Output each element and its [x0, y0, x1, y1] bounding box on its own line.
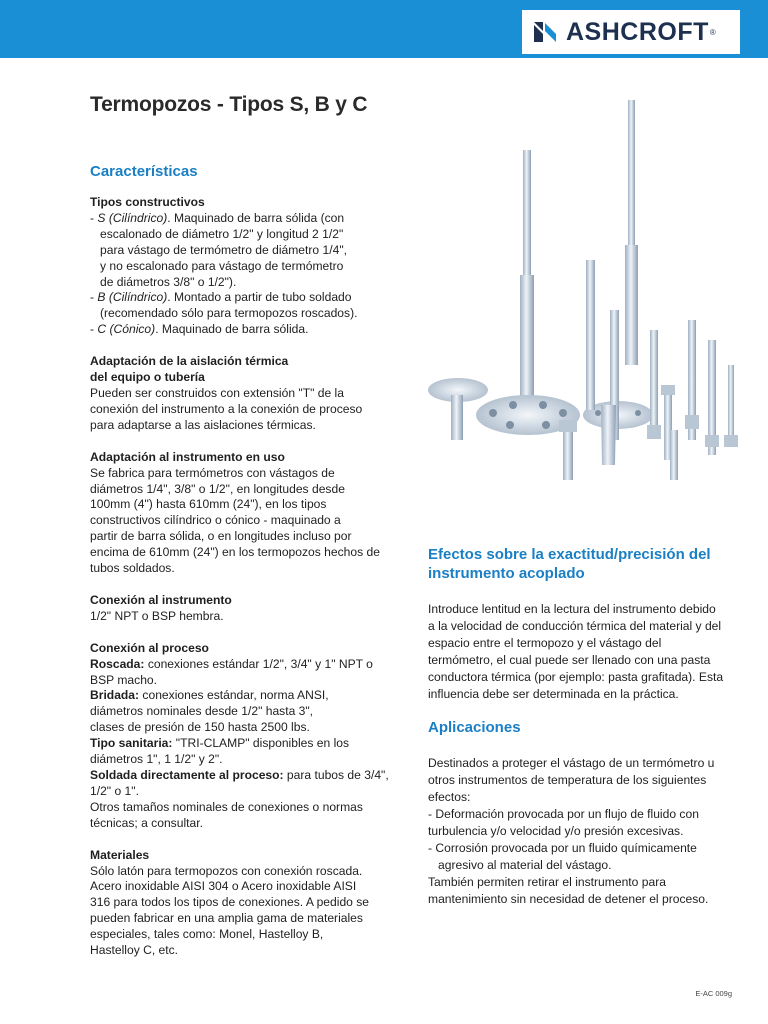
tipo-s: - S (Cilíndrico). Maquinado de barra sólida (con: [90, 210, 345, 225]
text-line: Sólo latón para termopozos con conexión roscada.: [90, 863, 363, 878]
text-line: escalonado de diámetro 1/2" y longitud 2 1/2": [100, 226, 344, 241]
text-line: para vástago de termómetro de diámetro 1/4",: [100, 242, 347, 257]
thermowell-rod: [650, 330, 658, 430]
text-line: especiales, tales como: Monel, Hastelloy B,: [90, 927, 324, 942]
section-heading-caracteristicas: Características: [90, 163, 198, 180]
thermowell-threaded: [563, 425, 573, 480]
text-line: pueden fabricar en una amplia gama de materiales: [90, 911, 363, 926]
text-line: diámetros 1", 1 1/2" y 2".: [90, 752, 223, 767]
thermowell-rod: [586, 260, 595, 410]
text-line: agresivo al material del vástago.: [438, 857, 612, 872]
text-line: Destinados a proteger el vástago de un termómetro u: [428, 756, 715, 771]
text-line: para adaptarse a las aislaciones térmicas.: [90, 417, 316, 432]
sanitaria-line: Tipo sanitaria: "TRI-CLAMP" disponibles en los: [90, 736, 350, 751]
text-line: 100mm (4") hasta 610mm (24"), en los tipos: [90, 497, 327, 512]
aislacion-heading-1: Adaptación de la aislación térmica: [90, 354, 289, 369]
page-title: Termopozos - Tipos S, B y C: [90, 93, 368, 116]
text-line: a la velocidad de conducción térmica del material y del: [428, 618, 722, 633]
text-line: constructivos cilíndrico o cónico - maquinado a: [90, 513, 341, 528]
efectos-heading-2: instrumento acoplado: [428, 565, 585, 582]
text-line: - Deformación provocada por un flujo de fluido con: [428, 807, 699, 822]
text-line: de diámetros 3/8" o 1/2").: [100, 274, 237, 289]
text-line: Pueden ser construidos con extensión "T" de la: [90, 385, 344, 400]
conexion-proceso-heading: Conexión al proceso: [90, 640, 209, 655]
text-line: Acero inoxidable AISI 304 o Acero inoxidable AISI: [90, 879, 357, 894]
text-line: (recomendado sólo para termopozos roscados).: [100, 306, 358, 321]
text-line: Hastelloy C, etc.: [90, 943, 179, 958]
brand-logo: [522, 10, 740, 54]
text-line: 1/2" o 1".: [90, 783, 139, 798]
text-line: Otros tamaños nominales de conexiones o normas: [90, 799, 363, 814]
text-line: termómetro, el cual puede ser llenado con una pasta: [428, 652, 711, 667]
text-line: efectos:: [428, 790, 471, 805]
text-line: y no escalonado para vástago de termómetro: [100, 258, 344, 273]
conexion-instrumento-heading: Conexión al instrumento: [90, 592, 232, 607]
text-line: BSP macho.: [90, 672, 157, 687]
roscada-line: Roscada: conexiones estándar 1/2", 3/4" y 1" NPT o: [90, 656, 373, 671]
aplicaciones-heading: Aplicaciones: [428, 719, 521, 737]
text-line: 1/2" NPT o BSP hembra.: [90, 608, 224, 623]
text-line: diámetros nominales desde 1/2" hasta 3",: [90, 704, 314, 719]
text-line: espacio entre el termopozo y el vástago del: [428, 635, 662, 650]
header-bar: [0, 0, 768, 58]
text-line: 316 para todos los tipos de conexiones. A pedido se: [90, 895, 370, 910]
left-column: [90, 162, 395, 959]
ashcroft-logo-icon: [532, 19, 558, 45]
text-line: tubos soldados.: [90, 561, 175, 576]
efectos-heading-1: Efectos sobre la exactitud/precisión del: [428, 546, 711, 563]
text-line: clases de presión de 150 hasta 2500 lbs.: [90, 720, 310, 735]
text-line: turbulencia y/o velocidad y/o presión excesivas.: [428, 824, 684, 839]
text-line: conductora térmica (por ejemplo: pasta grafitada). Esta: [428, 669, 724, 684]
soldada-line: Soldada directamente al proceso: para tubos de 3/4",: [90, 768, 389, 782]
thermowells-photo: [418, 95, 758, 505]
tipo-b: - B (Cilíndrico). Montado a partir de tubo soldado: [90, 290, 352, 305]
text-line: mantenimiento sin necesidad de detener el proceso.: [428, 891, 709, 906]
text-line: partir de barra sólida, o en longitudes incluso por: [90, 529, 352, 544]
text-line: conexión del instrumento a la conexión de proceso: [90, 401, 363, 416]
brand-name: ASHCROFT: [566, 17, 709, 46]
document-code: E-AC 009g: [695, 989, 732, 998]
aislacion-heading-2: del equipo o tubería: [90, 370, 205, 385]
text-line: - Corrosión provocada por un fluido químicamente: [428, 840, 697, 855]
tipos-heading: Tipos constructivos: [90, 195, 205, 209]
text-line: Introduce lentitud en la lectura del instrumento debido: [428, 602, 716, 616]
text-line: diámetros 1/4", 3/8" o 1/2", en longitudes desde: [90, 481, 345, 496]
text-line: otros instrumentos de temperatura de los siguientes: [428, 773, 707, 788]
uso-heading: Adaptación al instrumento en uso: [90, 449, 285, 464]
right-column: [428, 545, 748, 908]
bridada-line: Bridada: conexiones estándar, norma ANSI,: [90, 688, 329, 703]
brand-registered-mark: ®: [709, 27, 716, 37]
text-line: encima de 610mm (24") en los termopozos hechos de: [90, 545, 380, 560]
materiales-heading: Materiales: [90, 847, 150, 862]
tipo-c: - C (Cónico). Maquinado de barra sólida.: [90, 322, 309, 337]
text-line: Se fabrica para termómetros con vástagos de: [90, 465, 335, 480]
text-line: técnicas; a consultar.: [90, 815, 203, 830]
text-line: También permiten retirar el instrumento para: [428, 874, 666, 889]
text-line: influencia debe ser determinada en la práctica.: [428, 686, 679, 701]
